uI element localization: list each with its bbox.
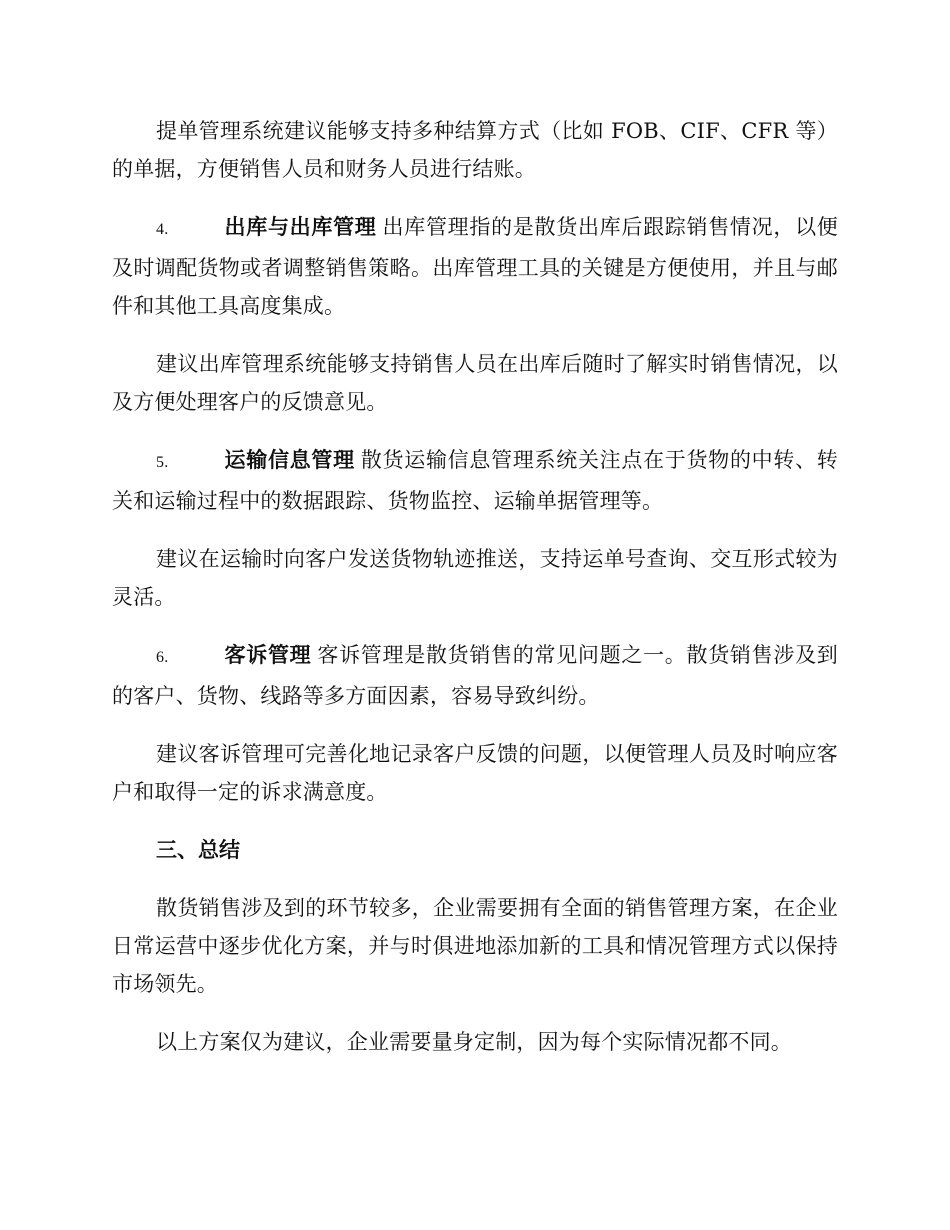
section-title: 三、总结 bbox=[156, 838, 240, 862]
list-item-text: 客诉管理是散货销售的常见问题之一。散货销售涉及到的客户、货物、线路等多方面因素，容易导致纠纷。 bbox=[112, 643, 838, 708]
list-item-number: 5. bbox=[156, 454, 169, 471]
list-item-heading: 运输信息管理 bbox=[224, 448, 355, 472]
list-item-text: 出库管理指的是散货出库后跟踪销售情况，以便及时调配货物或者调整销售策略。出库管理工具的关键是方便使用，并且与邮件和其他工具高度集成。 bbox=[112, 215, 838, 318]
paragraph-outbound-suggestion: 建议出库管理系统能够支持销售人员在出库后随时了解实时销售情况，以及方便处理客户的反馈意见。 bbox=[112, 352, 838, 414]
paragraph-complaints-suggestion: 建议客诉管理可完善化地记录客户反馈的问题，以便管理人员及时响应客户和取得一定的诉求满意度。 bbox=[112, 742, 838, 804]
document-page bbox=[112, 112, 838, 1081]
list-item-number: 4. bbox=[156, 221, 169, 238]
list-item-number: 6. bbox=[156, 649, 169, 666]
list-item-heading: 客诉管理 bbox=[224, 643, 312, 667]
list-item-heading: 出库与出库管理 bbox=[224, 215, 377, 239]
paragraph-closing: 以上方案仅为建议，企业需要量身定制，因为每个实际情况都不同。 bbox=[156, 1030, 792, 1054]
list-item-transport bbox=[112, 441, 838, 520]
list-item-complaints bbox=[112, 636, 838, 715]
paragraph-bill-of-lading: 提单管理系统建议能够支持多种结算方式（比如 FOB、CIF、CFR 等）的单据，方便销售人员和财务人员进行结账。 bbox=[112, 119, 838, 181]
paragraph-summary: 散货销售涉及到的环节较多，企业需要拥有全面的销售管理方案，在企业日常运营中逐步优化方案，并与时俱进地添加新的工具和情况管理方式以保持市场领先。 bbox=[112, 896, 838, 996]
list-item-outbound bbox=[112, 208, 838, 325]
list-item-text: 散货运输信息管理系统关注点在于货物的中转、转关和运输过程中的数据跟踪、货物监控、运输单据管理等。 bbox=[112, 448, 839, 513]
paragraph-transport-suggestion: 建议在运输时向客户发送货物轨迹推送，支持运单号查询、交互形式较为灵活。 bbox=[112, 547, 838, 609]
